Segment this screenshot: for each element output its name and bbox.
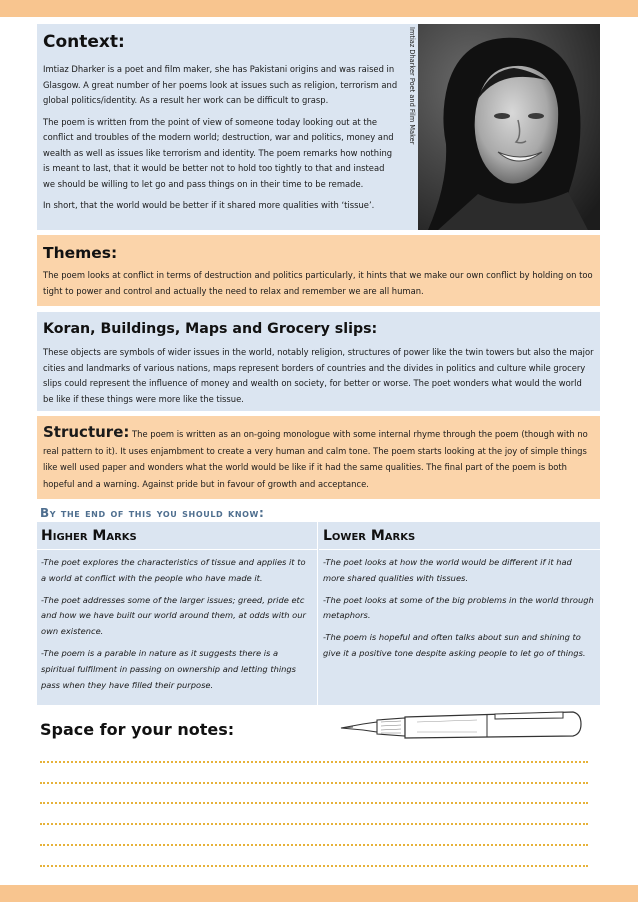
lower-marks-title <box>319 528 600 550</box>
notes-line[interactable] <box>40 823 588 825</box>
marks-table <box>37 522 600 705</box>
bottom-band <box>0 885 638 902</box>
photo-caption-text: Imtiaz Dharker Poet and Film Maker <box>408 27 416 145</box>
symbols-text: These objects are symbols of wider issues in the world, notably religion, structures of power like the twin towers but also the major cities and landmarks of various nations, maps represent borders of countries and the divides in politics and culture while grocery slips could represent the influence of money and wealth on society, for better or worse. The poet wonders what would the world be like if these things were more like the tissue. <box>43 347 594 404</box>
lower-marks-column <box>319 522 600 705</box>
symbols-section <box>37 312 600 411</box>
context-paragraph-3: In short, that the world would be better if it shared more qualities with ‘tissue’. <box>43 200 375 210</box>
portrait-photo <box>418 24 600 230</box>
structure-section <box>37 416 600 499</box>
higher-marks-title <box>37 528 317 550</box>
know-heading <box>40 506 264 520</box>
themes-title: Themes: <box>43 244 118 262</box>
notes-line[interactable] <box>40 844 588 846</box>
notes-line[interactable] <box>40 761 588 763</box>
notes-title: Space for your notes: <box>40 720 235 739</box>
top-band <box>0 0 638 17</box>
notes-line[interactable] <box>40 782 588 784</box>
lower-mark-item: -The poem is hopeful and often talks about sun and shining to give it a positive tone despite asking people to let go of things. <box>323 632 586 658</box>
context-title: Context: <box>43 32 125 52</box>
themes-text: The poem looks at conflict in terms of destruction and politics particularly, it hints that we make our own conflict by holding on too tight to power and control and actually the need to relax and remember we are all human. <box>43 270 593 296</box>
portrait-illustration <box>418 24 600 230</box>
higher-marks-column <box>37 522 318 705</box>
lower-marks-title-text: Lower Marks <box>323 528 416 544</box>
structure-text: The poem is written as an on-going monologue with some internal rhyme through the poem (though with no real pattern to it). It uses enjambment to create a very human and calm tone. The poem starts looking at the joy of simple things like well used paper and wonders what the world would be like if it had the same qualities. The final part of the poem is both hopeful and a warning. Against pride but in favour of growth and acceptance. <box>43 429 588 489</box>
higher-mark-item: -The poet explores the characteristics of tissue and applies it to a world at conflict with the people who have made it. <box>41 557 306 583</box>
themes-section <box>37 235 600 306</box>
context-section <box>37 24 404 230</box>
fountain-pen-icon <box>337 708 583 742</box>
higher-mark-item: -The poet addresses some of the larger issues; greed, pride etc and how we have built our world around them, at odds with our own existence. <box>41 594 306 637</box>
photo-caption <box>405 27 417 187</box>
notes-line[interactable] <box>40 802 588 804</box>
know-heading-text: By the end of this you should know: <box>40 506 265 520</box>
symbols-title: Koran, Buildings, Maps and Grocery slips: <box>43 321 378 337</box>
structure-title: Structure: <box>43 423 130 441</box>
context-paragraph-1: Imtiaz Dharker is a poet and film maker, she has Pakistani origins and was raised in Glasgow. A great number of her poems look at issues such as religion, terrorism and global politics/identity. As a result her work can be difficult to grasp. <box>43 64 398 105</box>
higher-marks-title-text: Higher Marks <box>41 528 137 544</box>
context-paragraph-2: The poem is written from the point of view of someone today looking out at the conflict and troubles of the modern world; destruction, war and politics, money and wealth as well as issues like terrorism and identity. The poem remarks how nothing is meant to last, that it would be better not to hold too tightly to that and instead we should be willing to let go and pass things on in their time to be remade. <box>43 116 394 189</box>
higher-mark-item: -The poem is a parable in nature as it suggests there is a spiritual fulfilment in passing on ownership and letting things pass when they have filled their purpose. <box>41 647 296 690</box>
notes-line[interactable] <box>40 865 588 867</box>
structure-paragraph <box>43 424 594 492</box>
lower-mark-item: -The poet looks at how the world would be different if it had more shared qualities with tissues. <box>323 557 572 583</box>
lower-mark-item: -The poet looks at some of the big problems in the world through metaphors. <box>323 594 594 621</box>
